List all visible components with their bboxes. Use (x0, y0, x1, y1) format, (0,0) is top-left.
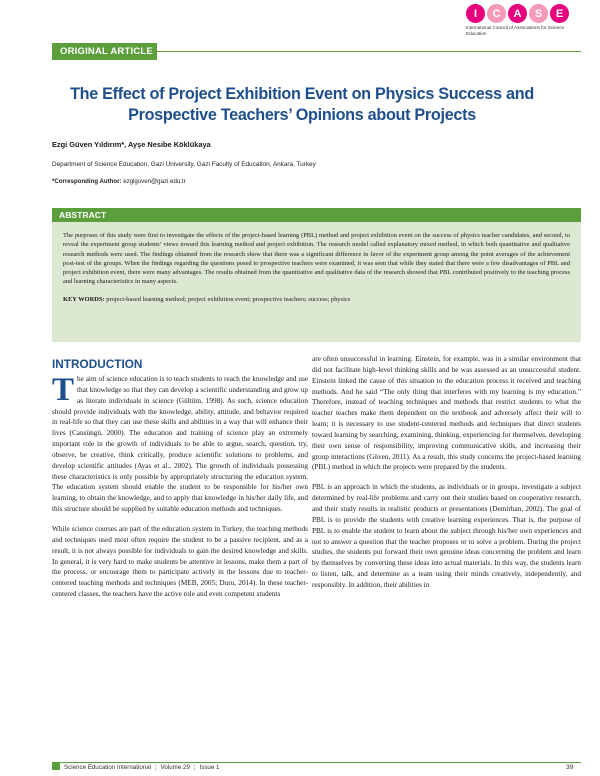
intro-paragraph: are often unsuccessful in learning. Einstein, for example, was in a similar environment that did not facilitate high-level thinking skills and he was assessed as an unsuccessful student. Einstein linked the cause of this situation to the education process it received and teaching methods. And he said “The only thing that interferes with my learning is my education.” Therefore, instead of teaching techniques and methods that restrict students to what the teacher teaches make them dependent on the textbook and adversely affect their will to learn; it is necessary to use student-centered methods and techniques that direct students toward learning by searching, examining, thinking, experiencing for themselves, developing their own sense of responsibility, improving communicative skills, and increasing their group interactions (Güven, 2011). As a result, this study concerns the project-based learning (PBL) method in which the projects were prepared by the students. (312, 355, 581, 472)
author-affiliation: Department of Science Education, Gazi University, Gazi Faculty of Education, Ankara, Turkey (52, 161, 316, 168)
keywords-label: KEY WORDS: (63, 295, 105, 303)
intro-paragraph: While science courses are part of the education system in Turkey, the teaching methods and techniques used most often require the student to be a passive recipient, and as a result, it is not always possible for individuals to gain the desired knowledge and skills. In general, it is very hard to make students be attentive in lessons, make them a part of the process, or encourage them to participate actively in the lessons due to teacher-centered teaching methods and techniques (MEB, 2005; Duru, 2014). In these teacher-centered classes, the teachers have the active role and even competent students (52, 524, 308, 599)
logo-letter: I (466, 4, 485, 23)
logo-letter: E (550, 4, 569, 23)
footer-journal: Science Education International (64, 764, 152, 771)
page-number: 39 (566, 764, 574, 771)
body-column-right (312, 354, 581, 591)
logo-letter: A (508, 4, 527, 23)
footer-separator: ¦ (193, 764, 196, 771)
article-title: The Effect of Project Exhibition Event on Physics Success and Prospective Teachers’ Opinions about Projects (70, 85, 534, 124)
banner-rule (157, 51, 581, 52)
footer-rule (52, 762, 581, 763)
introduction-heading: INTRODUCTION (52, 357, 143, 371)
abstract-box (52, 222, 581, 342)
drop-cap: T (52, 372, 75, 408)
logo-letters (466, 4, 594, 23)
keywords (63, 295, 570, 304)
footer-separator: ¦ (155, 764, 157, 771)
logo-letter: S (529, 4, 548, 23)
footer-issue: Issue 1 (199, 764, 220, 771)
intro-paragraph-text: he aim of science education is to teach students to reach the knowledge and use that knowledge so that they can develop a scientific understanding and grow up as literate individuals in science (Gültüm, 1998). As such, science education should provide individuals with the knowledge, ability, attitude, and behavior required in real-life so that they can use these skills and abilities in a way that will enhance their lives (Cansüngü, 2000). The education and training of science play an extremely important role in the growth of individuals to be able to argue, search, question, try, observe, be creative, think critically, produce scientific solutions to problems, and develop scientific attitudes (Ayas et al., 2002). The growth of individuals possessing these characteristics is only possible by appropriately structuring the education system. The education system should enable the student to be responsible for his/her own learning, to obtain the knowledge, and to apply that knowledge in his/her daily life, and this structure should be supplied by suitable education methods and techniques. (52, 375, 308, 514)
keywords-list: project-based learning method; project exhibition event; prospective teachers; success; physics (106, 295, 351, 303)
footer-citation (64, 764, 219, 771)
corresponding-author (52, 178, 186, 185)
footer-marker (52, 762, 60, 770)
article-type-banner: ORIGINAL ARTICLE (52, 43, 157, 60)
corresponding-label: *Corresponding Author: (52, 178, 122, 185)
logo-tagline: International Council of Associations for Science Education (466, 25, 565, 36)
abstract-text: The purposes of this study were first to investigate the effects of the project-based learning (PBL) method and project exhibition event on the success of physics teacher candidates, and second, to reveal the experiment group students’ views toward this learning method and project exhibition. The research model called explanatory mixed method, in which both quantitative and qualitative research methods were used. The findings obtained from the research show that there was a significant difference in favor of the experiment group among the point averages of the achievement post-test of the groups. When the findings regarding the questions posed to prospective teachers were examined, it was seen that while they stated that there were a few disadvantages of PBL and project exhibition event, there were many advantages. The results obtained from the quantitative and qualitative data of the research showed that PBL contributed positively to the teaching process and learning characteristics in many aspects. (63, 232, 570, 286)
author-list: Ezgi Güven Yıldırım*, Ayşe Nesibe Köklükaya (52, 140, 211, 149)
abstract-heading: ABSTRACT (52, 208, 581, 222)
intro-paragraph: PBL is an approach in which the students, as individuals or in groups, investigate a subject determined by real-life problems and carry out their studies based on cooperative research, and their study results in realistic products or presentations (Demirhan, 2002). The goal of PBL is to provide the students with creative learning experiences. That is, the purpose of PBL is to enable the student to learn about the subject through his/her own experiences and not to answer a question that the teacher proposes or to solve a problem. During the project studies, the students put forward their own genuine ideas concerning the problem and learn by themselves by converting these ideas into actual materials. In this way, the students learn to listen, talk, and determine as a team using their minds creatively, independently, and responsibly. In addition, their abilities in (312, 483, 581, 589)
footer-volume: Volume 29 (160, 764, 190, 771)
journal-logo (454, 4, 594, 44)
body-column-left (52, 374, 308, 600)
logo-letter: C (487, 4, 506, 23)
intro-paragraph (52, 374, 308, 515)
corresponding-email[interactable]: ezgiguven@gazi.edu.tr (123, 178, 186, 185)
